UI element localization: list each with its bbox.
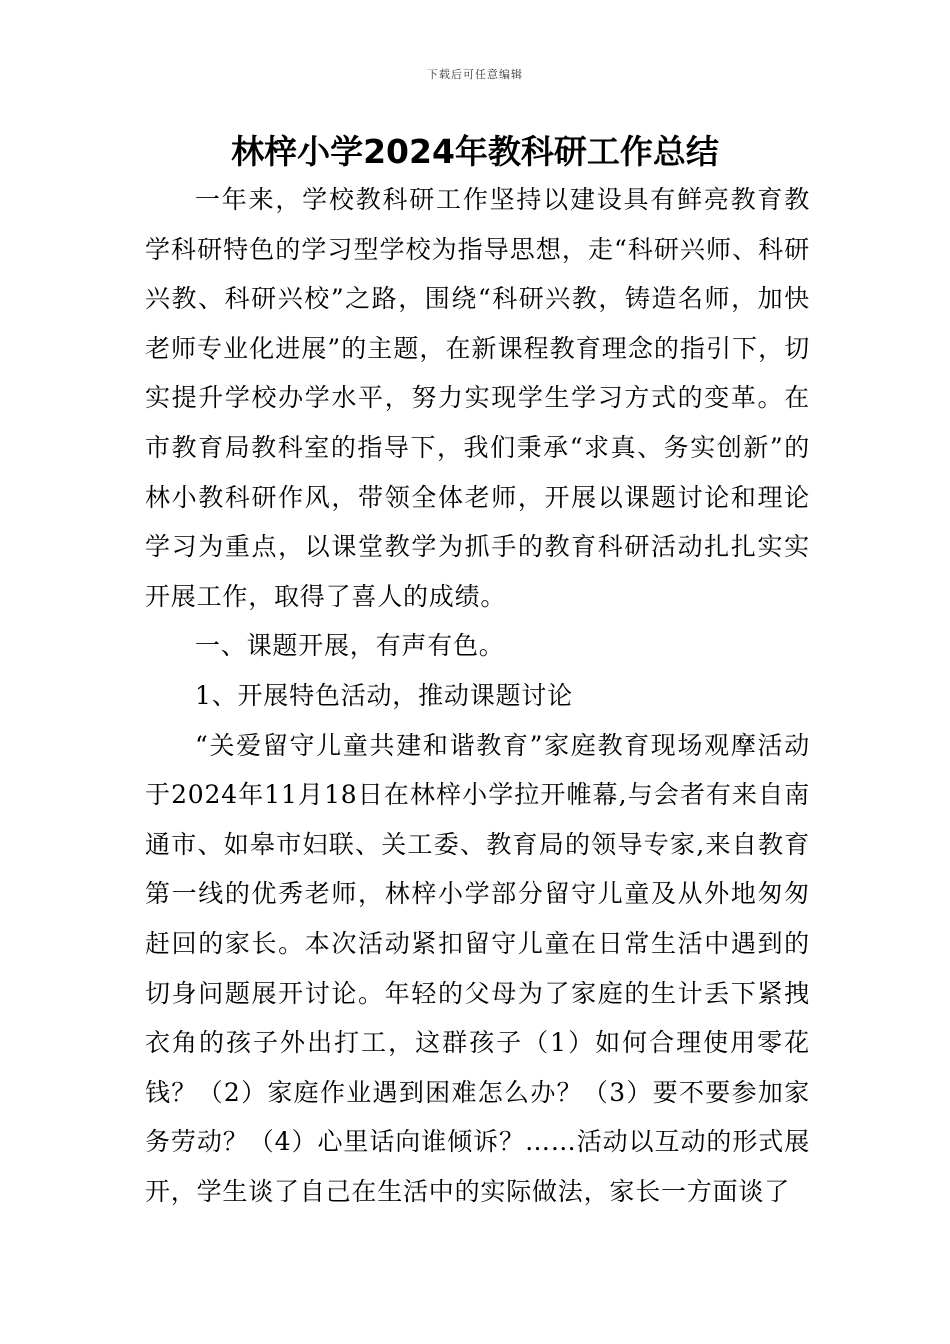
activity-paragraph: “关爱留守儿童共建和谐教育”家庭教育现场观摩活动于2024年11月18日在林梓小学拉开帷幕,与会者有来自南通市、如皋市妇联、关工委、教育局的领导专家,来自教育第一线的优秀老师，林梓小学部分留守儿童及从外地匆匆赶回的家长。本次活动紧扣留守儿童在日常生活中遇到的切身问题展开讨论。年轻的父母为了家庭的生计丢下紧拽衣角的孩子外出打工，这群孩子（1）如何合理使用零花钱？（2）家庭作业遇到困难怎么办？（3）要不要参加家务劳动？（4）心里话向谁倾诉？……活动以互动的形式展开，学生谈了自己在生活中的实际做法，家长一方面谈了 — [145, 730, 810, 1206]
document-body — [145, 175, 810, 1216]
document-title: 林梓小学2024年教科研工作总结 — [231, 132, 719, 171]
subsection-heading: 1、开展特色活动，推动课题讨论 — [195, 680, 573, 710]
section-heading: 一、课题开展，有声有色。 — [195, 631, 505, 661]
intro-paragraph: 一年来，学校教科研工作坚持以建设具有鲜亮教育教学科研特色的学习型学校为指导思想，走“科研兴师、科研兴教、科研兴校”之路，围绕“科研兴教，铸造名师，加快老师专业化进展”的主题，在新课程教育理念的指引下，切实提升学校办学水平，努力实现学生学习方式的变革。在市教育局教科室的指导下，我们秉承“求真、务实创新”的林小教科研作风，带领全体老师，开展以课题讨论和理论学习为重点，以课堂教学为抓手的教育科研活动扎扎实实开展工作，取得了喜人的成绩。 — [145, 185, 810, 611]
download-note: 下载后可任意编辑 — [427, 68, 523, 81]
